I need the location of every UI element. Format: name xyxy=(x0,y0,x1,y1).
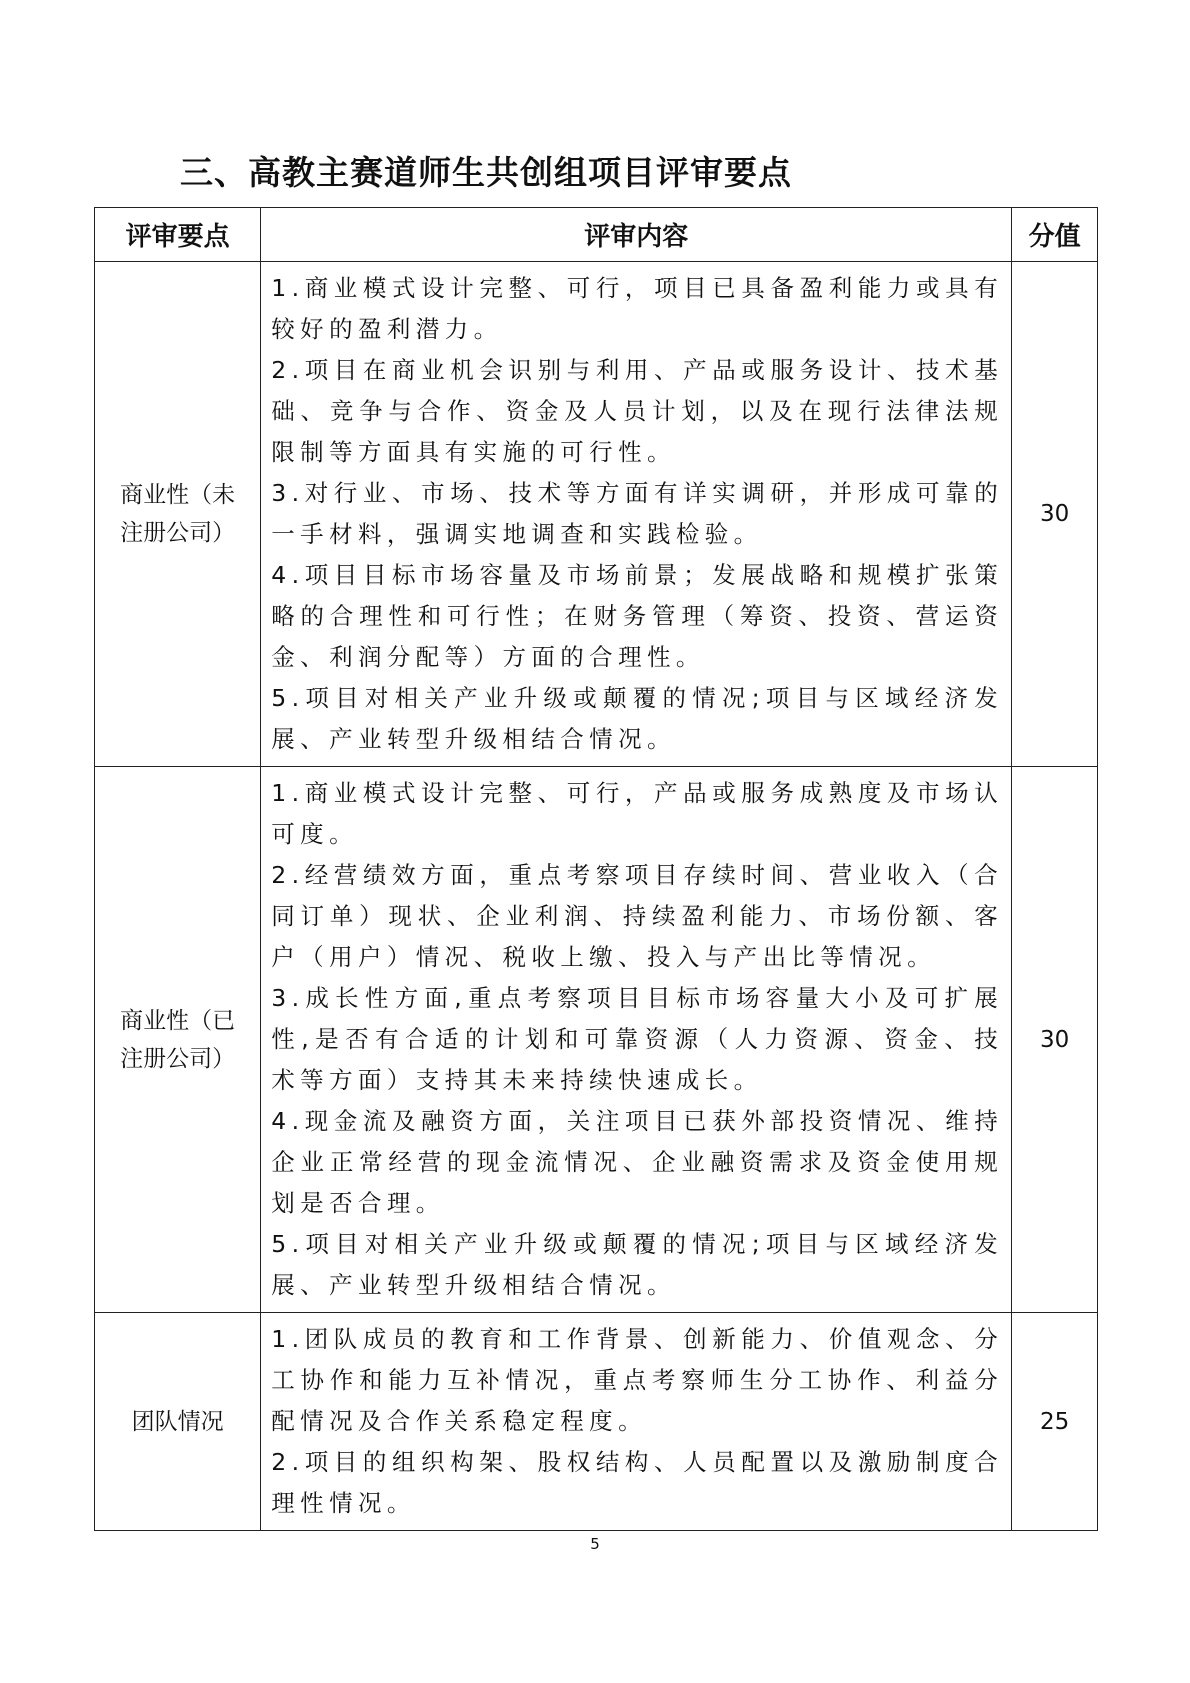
score-cell: 30 xyxy=(1012,767,1098,1313)
table-row xyxy=(95,262,1098,767)
content-item: 5.项目对相关产业升级或颠覆的情况;项目与区域经济发展、产业转型升级相结合情况。 xyxy=(271,684,1004,753)
score-cell: 25 xyxy=(1012,1313,1098,1531)
content-cell xyxy=(261,1313,1012,1531)
table-row xyxy=(95,1313,1098,1531)
content-item: 3.对行业、市场、技术等方面有详实调研，并形成可靠的一手材料，强调实地调查和实践检验。 xyxy=(271,479,1004,548)
review-table xyxy=(94,207,1098,1531)
content-item: 2.经营绩效方面，重点考察项目存续时间、营业收入（合同订单）现状、企业利润、持续盈利能力、市场份额、客户（用户）情况、税收上缴、投入与产出比等情况。 xyxy=(271,861,1004,971)
header-criteria: 评审要点 xyxy=(95,208,261,262)
content-item: 2.项目在商业机会识别与利用、产品或服务设计、技术基础、竞争与合作、资金及人员计划，以及在现行法律法规限制等方面具有实施的可行性。 xyxy=(271,356,1004,466)
table-row xyxy=(95,767,1098,1313)
content-cell xyxy=(261,767,1012,1313)
content-item: 2.项目的组织构架、股权结构、人员配置以及激励制度合理性情况。 xyxy=(271,1448,1004,1517)
content-item: 3.成长性方面,重点考察项目目标市场容量大小及可扩展性,是否有合适的计划和可靠资源（人力资源、资金、技术等方面）支持其未来持续快速成长。 xyxy=(271,984,1004,1094)
criteria-cell: 团队情况 xyxy=(95,1313,261,1531)
header-score: 分值 xyxy=(1012,208,1098,262)
criteria-cell: 商业性（未注册公司） xyxy=(95,262,261,767)
content-item: 1.商业模式设计完整、可行，项目已具备盈利能力或具有较好的盈利潜力。 xyxy=(271,274,1004,343)
content-item: 1.商业模式设计完整、可行，产品或服务成熟度及市场认可度。 xyxy=(271,779,1004,848)
header-content: 评审内容 xyxy=(261,208,1012,262)
criteria-cell: 商业性（已注册公司） xyxy=(95,767,261,1313)
content-cell xyxy=(261,262,1012,767)
content-item: 5.项目对相关产业升级或颠覆的情况;项目与区域经济发展、产业转型升级相结合情况。 xyxy=(271,1230,1004,1299)
table-header-row xyxy=(95,208,1098,262)
content-item: 1.团队成员的教育和工作背景、创新能力、价值观念、分工协作和能力互补情况，重点考察师生分工协作、利益分配情况及合作关系稳定程度。 xyxy=(271,1325,1004,1435)
page-title: 三、高教主赛道师生共创组项目评审要点 xyxy=(180,153,792,192)
page-number: 5 xyxy=(590,1535,600,1553)
score-cell: 30 xyxy=(1012,262,1098,767)
content-item: 4.现金流及融资方面，关注项目已获外部投资情况、维持企业正常经营的现金流情况、企业融资需求及资金使用规划是否合理。 xyxy=(271,1107,1004,1217)
content-item: 4.项目目标市场容量及市场前景；发展战略和规模扩张策略的合理性和可行性；在财务管理（筹资、投资、营运资金、利润分配等）方面的合理性。 xyxy=(271,561,1004,671)
